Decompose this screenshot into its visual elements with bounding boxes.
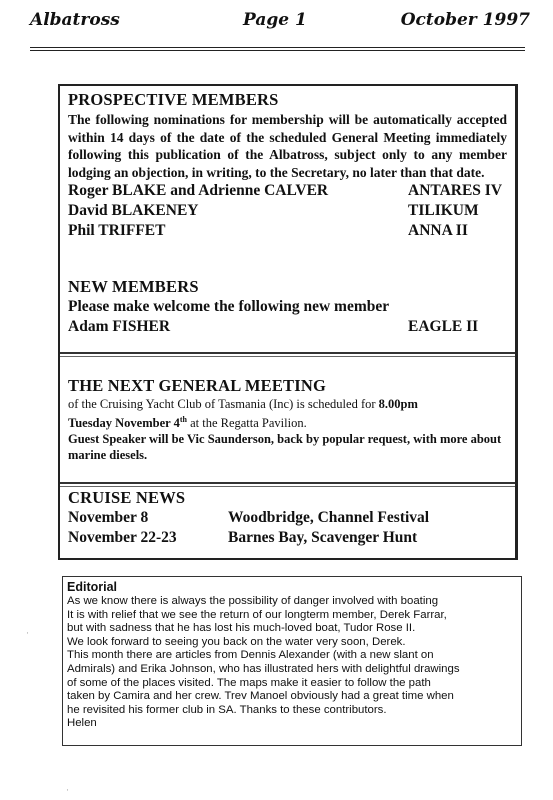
editorial-line: We look forward to seeing you back on the water very soon, Derek. [67, 635, 406, 648]
editorial-line: but with sadness that he has lost his much-loved boat, Tudor Rose II. [67, 622, 416, 635]
notices-box [58, 84, 518, 560]
prospective-members-text: The following nominations for membership will be automatically accepted within 14 days of the date of the scheduled General Meeting immediately following this publication of the Albatross, subject only to any member lodging an objection, in writing, to the Secretary, no later than that date. [68, 112, 507, 180]
nominee-boat: ANTARES IV [408, 182, 503, 199]
section-divider [60, 352, 515, 357]
nominee-row [68, 201, 507, 221]
section-divider [60, 482, 515, 487]
editorial-line: of some of the places visited. The maps make it easier to follow the path [67, 676, 431, 689]
cruise-news-heading: CRUISE NEWS [68, 488, 186, 507]
new-member-row [68, 317, 507, 337]
editorial-line: Admirals) and Erika Johnson, who has illustrated hers with delightful drawings [67, 662, 460, 675]
page-header [30, 10, 530, 40]
cruise-row [68, 528, 507, 548]
new-members-heading: NEW MEMBERS [68, 277, 199, 296]
cruise-date: November 8 [68, 509, 149, 526]
nominee-row [68, 221, 507, 241]
issue-date: October 1997 [400, 10, 530, 30]
cruise-news-section [60, 488, 515, 548]
nominee-row [68, 181, 507, 201]
cruise-date: November 22-23 [68, 529, 177, 546]
nominee-name: Roger BLAKE and Adrienne CALVER [68, 182, 329, 199]
editorial-line: he revisited his former club in SA. Thanks to these contributors. [67, 703, 387, 716]
nominee-boat: ANNA II [408, 222, 468, 239]
meeting-date: Tuesday November 4 [68, 416, 180, 431]
meeting-line-text: of the Cruising Yacht Club of Tasmania (Inc) is scheduled for [68, 397, 379, 411]
general-meeting-heading: THE NEXT GENERAL MEETING [68, 376, 327, 395]
editorial-box [62, 576, 522, 746]
scan-speck: · [66, 785, 69, 795]
editorial-line: taken by Camira and her crew. Trev Manoel obviously had a great time when [67, 690, 454, 703]
meeting-date-line [68, 412, 507, 431]
page-number: Page 1 [243, 10, 307, 30]
cruise-event: Barnes Bay, Scavenger Hunt [228, 529, 418, 546]
header-rule [30, 47, 525, 48]
meeting-venue: at the Regatta Pavilion. [186, 416, 307, 431]
nominee-name: Phil TRIFFET [68, 222, 166, 239]
editorial-heading: Editorial [67, 580, 118, 594]
editorial-signature: Helen [67, 717, 97, 730]
newsletter-name: Albatross [30, 10, 120, 30]
scan-speck: · [26, 628, 29, 638]
new-member-name: Adam FISHER [68, 318, 171, 335]
cruise-event: Woodbridge, Channel Festival [228, 509, 430, 526]
prospective-members-section [60, 90, 515, 241]
meeting-details [68, 396, 507, 412]
meeting-time: 8.00pm [378, 397, 418, 411]
new-member-boat: EAGLE II [408, 318, 479, 335]
header-rule-thin [30, 50, 525, 51]
cruise-row [68, 508, 507, 528]
new-members-intro: Please make welcome the following new member [68, 298, 390, 315]
guest-speaker-text: Guest Speaker will be Vic Saunderson, back by popular request, with more about marine diesels. [68, 432, 502, 463]
nominee-name: David BLAKENEY [68, 202, 199, 219]
nominee-boat: TILIKUM [408, 202, 479, 219]
editorial-line: This month there are articles from Dennis Alexander (with a new slant on [67, 649, 434, 662]
new-members-section [60, 277, 515, 337]
meeting-date-suffix: th [179, 415, 187, 424]
editorial-line: As we know there is always the possibility of danger involved with boating [67, 595, 439, 607]
general-meeting-section [60, 376, 515, 463]
editorial-line: It is with relief that we see the return of our longterm member, Derek Farrar, [67, 608, 447, 621]
prospective-members-heading: PROSPECTIVE MEMBERS [68, 90, 279, 109]
